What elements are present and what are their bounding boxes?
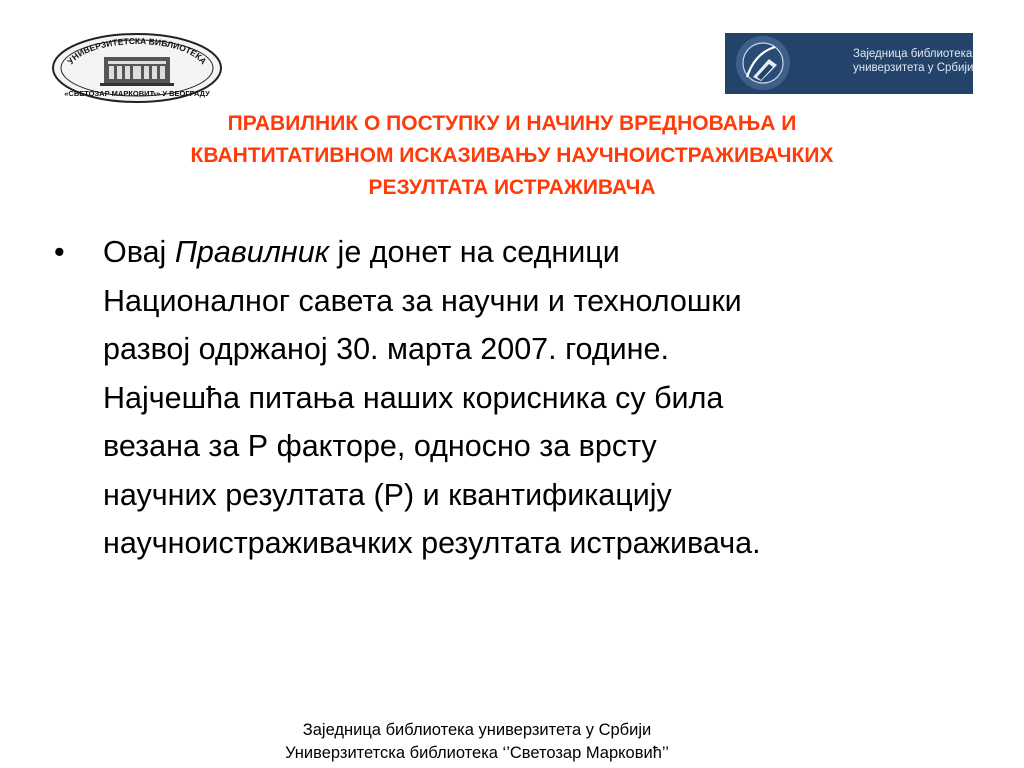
title-line-3: РЕЗУЛТАТА ИСТРАЖИВАЧА [368, 176, 656, 199]
svg-text:«СВЕТОЗАР МАРКОВИЋ» У БЕОГРАДУ: «СВЕТОЗАР МАРКОВИЋ» У БЕОГРАДУ [64, 89, 210, 98]
footer-line-2: Универзитетска библиотека ‘’Светозар Марковић’’ [285, 744, 669, 762]
paragraph-line-6: научних резултата (Р) и квантификацију [103, 477, 672, 512]
university-library-seal-logo [52, 33, 222, 103]
title-line-1: ПРАВИЛНИК О ПОСТУПКУ И НАЧИНУ ВРЕДНОВАЊА И [227, 112, 797, 135]
slide-title [40, 108, 984, 204]
line1-start: Овај [103, 235, 175, 269]
seal-graphic [52, 33, 222, 103]
association-logo-line1: Заједница библиотека [853, 48, 973, 60]
line1-end: је донет на седници [329, 235, 620, 269]
paragraph-line-1 [103, 228, 761, 277]
title-line-2: КВАНТИТАТИВНОМ ИСКАЗИВАЊУ НАУЧНОИСТРАЖИВАЧКИХ [190, 144, 834, 167]
association-logo-line2: универзитета у Србији [853, 62, 973, 74]
paragraph-line-4: Најчешћа питања наших корисника су била [103, 380, 724, 415]
bullet-marker: • [54, 235, 65, 269]
library-association-logo [725, 33, 973, 94]
seal-arc-text: УНИВЕРЗИТЕТСКА БИБЛИОТЕКА [65, 35, 209, 67]
slide-footer [0, 719, 954, 765]
paragraph-lines [103, 228, 761, 568]
paragraph-line-5: везана за Р факторе, односно за врсту [103, 429, 657, 463]
paragraph-line-3: развој одржаној 30. марта 2007. године. [103, 332, 669, 366]
association-emblem [725, 33, 973, 94]
rulebook-italic: Правилник [174, 235, 330, 269]
paragraph-line-7: научноистраживачких резултата истраживача. [103, 526, 761, 560]
paragraph-line-2: Националног савета за научни и технолошки [103, 283, 742, 318]
footer-line-1: Заједница библиотека универзитета у Србији [302, 721, 652, 739]
